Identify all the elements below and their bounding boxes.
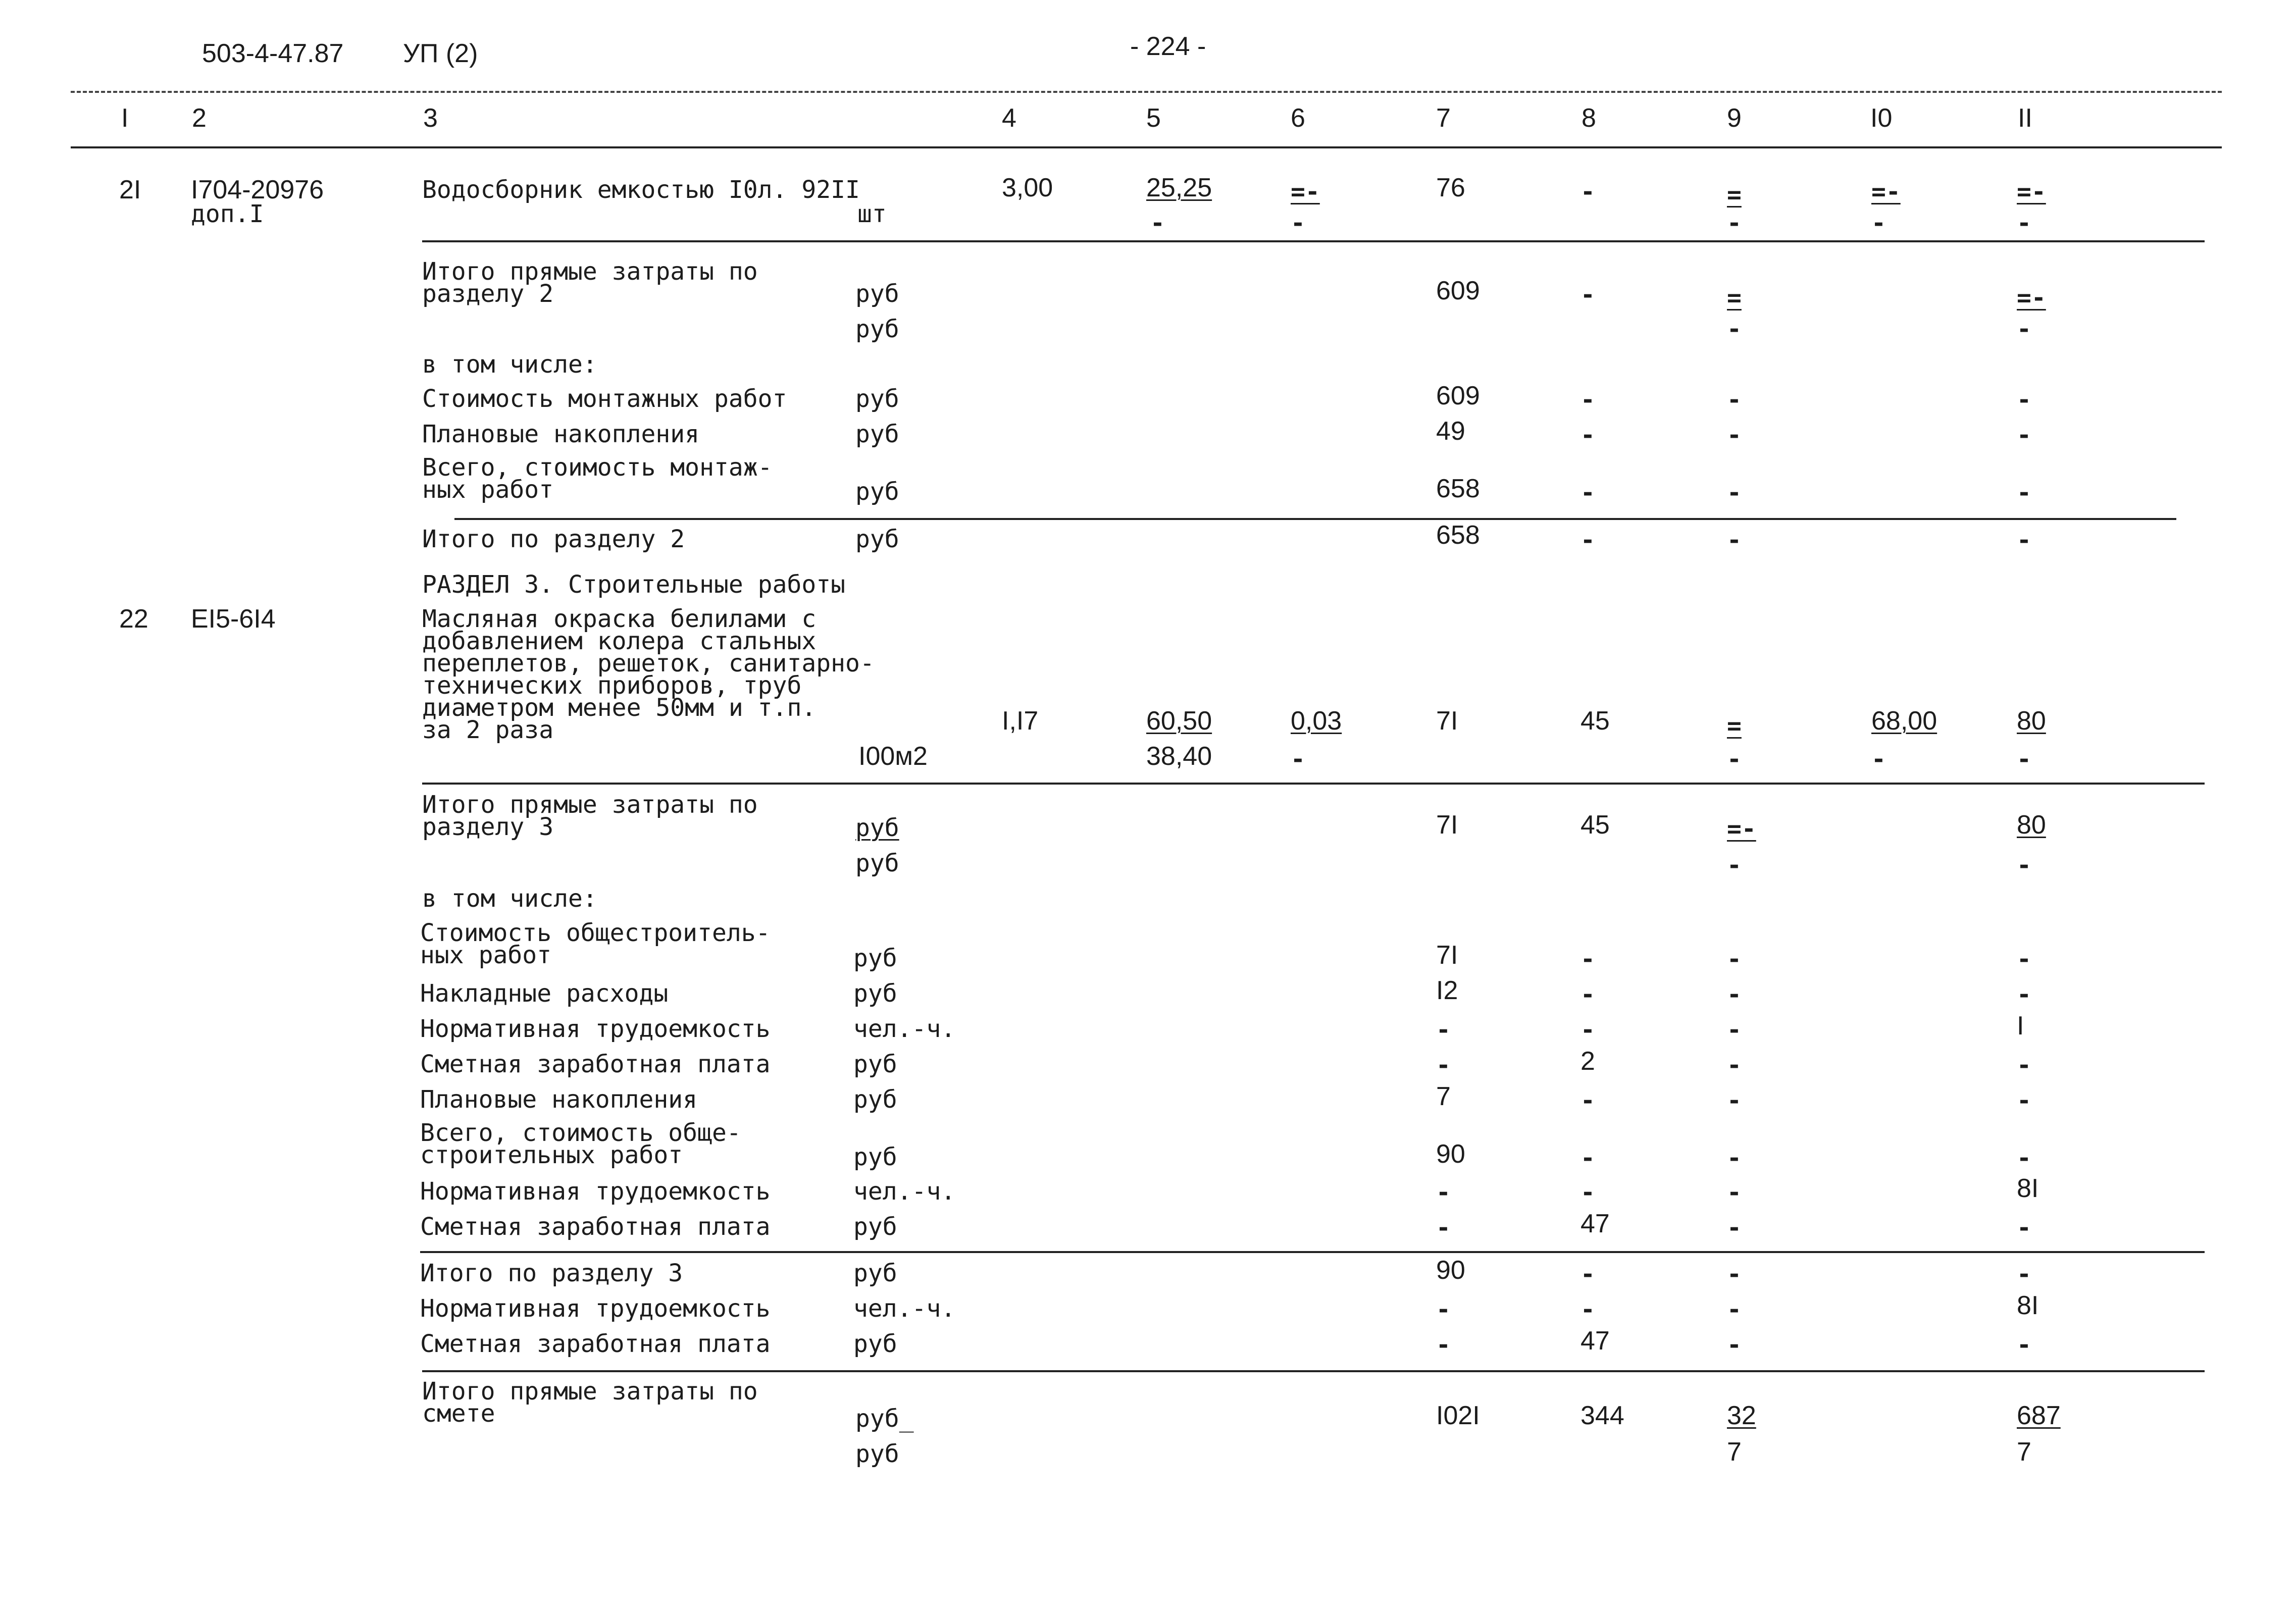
cost-col10: =- (1871, 178, 1901, 206)
total-cost: - (1436, 1051, 1451, 1079)
total-cost: 658 (1436, 474, 1480, 503)
column-header: 7 (1436, 103, 1451, 133)
cost-col11: - (2017, 980, 2031, 1009)
cost-col11: - (2017, 421, 2031, 449)
cost-col9-b: - (1727, 851, 1742, 879)
quantity: I,I7 (1002, 706, 1039, 736)
cost-col11-b: 7 (2017, 1437, 2031, 1467)
column-header: 8 (1581, 103, 1596, 133)
cost-col9: - (1727, 479, 1742, 507)
row-label: Итого по разделу 2 (422, 525, 685, 553)
unit: чел.-ч. (853, 1015, 956, 1043)
total-cost: 609 (1436, 276, 1480, 305)
price-code: EI5-6I4 (191, 604, 276, 634)
estimate-total-label: Итого прямые затраты по смете (422, 1377, 758, 1428)
column-header: 2 (192, 103, 207, 133)
cost-col11-b: - (2017, 851, 2031, 879)
cost-col9: - (1727, 1086, 1742, 1115)
cost-col9: - (1727, 1144, 1742, 1172)
unit: руб (855, 478, 899, 506)
cost-col8: - (1580, 386, 1595, 414)
total-cost: 7I (1436, 810, 1458, 840)
cost-col9-b: - (1727, 315, 1742, 343)
row-label: Плановые накопления (420, 1085, 698, 1114)
cost-col8: - (1580, 1086, 1595, 1115)
total-cost: - (1436, 1178, 1451, 1207)
total-cost: - (1436, 1016, 1451, 1044)
price-code: I704-20976 (191, 175, 324, 204)
section-title: РАЗДЕЛ 3. Строительные работы (422, 570, 846, 599)
cost-col11-b: - (2017, 209, 2031, 237)
cost-col8: 45 (1580, 706, 1610, 736)
unit: руб (853, 1050, 897, 1078)
unit: шт (857, 200, 887, 228)
cost-col8: - (1580, 1178, 1595, 1207)
work-name: Масляная окраска белилами с добавлением колера стальных переплетов, решеток, санитарно- технических приборов, труб диаметром менее 50мм и т.п. за 2 раза (422, 605, 875, 744)
row-label: Сметная заработная плата (420, 1213, 771, 1241)
total-cost: I2 (1436, 976, 1458, 1005)
unit: руб (853, 944, 897, 972)
unit: чел.-ч. (853, 1294, 956, 1323)
row-divider (420, 1251, 2205, 1253)
unit-cost: 25,25 (1146, 173, 1212, 202)
cost-col11: 8I (2017, 1291, 2039, 1320)
cost-col9: - (1727, 526, 1742, 554)
column-header: 5 (1146, 103, 1161, 133)
cost-col11: 687 (2017, 1401, 2061, 1430)
cost-col9: = (1727, 284, 1742, 312)
cost-col8: - (1580, 1016, 1595, 1044)
cost-col11: - (2017, 1331, 2031, 1359)
total-cost: - (1436, 1214, 1451, 1242)
unit: руб_ (855, 1405, 914, 1433)
cost-col6: =- (1291, 178, 1320, 206)
row-label: Накладные расходы (420, 979, 669, 1008)
unit-cost-wage: - (1150, 209, 1165, 237)
row-divider (454, 518, 2176, 520)
unit: I00м2 (858, 742, 928, 771)
cost-col9: 32 (1727, 1401, 1756, 1430)
cost-col11: - (2017, 1214, 2031, 1242)
row-label: Нормативная трудоемкость (420, 1015, 771, 1043)
column-header: 3 (423, 103, 438, 133)
cost-col9: = (1727, 712, 1742, 740)
cost-col6-b: - (1291, 745, 1305, 773)
cost-col11: - (2017, 526, 2031, 554)
cost-col8: - (1580, 479, 1595, 507)
cost-col11: 8I (2017, 1174, 2039, 1203)
column-header: 9 (1727, 103, 1742, 133)
total-cost: - (1436, 1295, 1451, 1324)
cost-col6: 0,03 (1291, 706, 1342, 736)
cost-col8: - (1580, 1260, 1595, 1288)
cost-col11: I (2017, 1011, 2024, 1041)
cost-col8: 2 (1580, 1047, 1595, 1076)
row-label: Стоимость общестроитель- ных работ (420, 919, 771, 969)
cost-col9: - (1727, 1295, 1742, 1324)
including-label: в том числе: (422, 885, 597, 913)
cost-col9: - (1727, 1214, 1742, 1242)
row-label: Стоимость монтажных работ (422, 385, 787, 413)
cost-col8: - (1580, 281, 1595, 309)
cost-col9: - (1727, 945, 1742, 973)
cost-col11-b: - (2017, 745, 2031, 773)
cost-col11: - (2017, 386, 2031, 414)
price-code-note: доп.I (191, 200, 264, 228)
total-cost: - (1436, 1331, 1451, 1359)
row-number: 2I (119, 175, 141, 204)
unit: руб (855, 814, 899, 842)
total-cost: 49 (1436, 417, 1465, 446)
cost-col9: =- (1727, 815, 1756, 843)
including-label: в том числе: (422, 350, 597, 379)
cost-col8: 47 (1580, 1326, 1610, 1356)
cost-col11: =- (2017, 284, 2046, 312)
unit: руб (853, 1085, 897, 1114)
doc-code: 503-4-47.87 (202, 39, 344, 68)
cost-col11: 80 (2017, 810, 2046, 840)
cost-col8: 45 (1580, 810, 1610, 840)
cost-col8: - (1580, 945, 1595, 973)
row-label: Итого по разделу 3 (420, 1259, 683, 1287)
unit: руб (855, 385, 899, 413)
row-label: Плановые накопления (422, 420, 700, 448)
cost-col11: - (2017, 1051, 2031, 1079)
unit: чел.-ч. (853, 1177, 956, 1206)
work-name: Водосборник емкостью I0л. 92II (422, 176, 860, 204)
row-divider (422, 240, 2205, 242)
cost-col6-b: - (1291, 209, 1305, 237)
total-cost: 7I (1436, 706, 1458, 736)
unit: руб (853, 1330, 897, 1358)
section3-direct-label: Итого прямые затраты по разделу 3 (422, 791, 758, 841)
total-cost: I02I (1436, 1401, 1480, 1430)
cost-col8: - (1580, 526, 1595, 554)
section2-direct-label: Итого прямые затраты по разделу 2 (422, 257, 758, 308)
row-label: Сметная заработная плата (420, 1050, 771, 1078)
cost-col9: - (1727, 1178, 1742, 1207)
row-label: Нормативная трудоемкость (420, 1177, 771, 1206)
unit: руб (855, 315, 899, 343)
header-rule-bottom (71, 146, 2222, 148)
unit-cost-wage: 38,40 (1146, 742, 1212, 771)
column-header: 6 (1291, 103, 1305, 133)
unit: руб (855, 420, 899, 448)
cost-col11: =- (2017, 178, 2046, 206)
column-header: I (121, 103, 129, 133)
unit: руб (853, 1213, 897, 1241)
total-cost: 90 (1436, 1139, 1465, 1169)
unit: руб (853, 1259, 897, 1287)
cost-col9: - (1727, 980, 1742, 1009)
unit: руб (855, 1440, 899, 1468)
cost-col9-b: - (1727, 209, 1742, 237)
unit-cost: 60,50 (1146, 706, 1212, 736)
cost-col9: - (1727, 1016, 1742, 1044)
cost-col10-b: - (1871, 209, 1886, 237)
unit: руб (853, 979, 897, 1008)
cost-col9: = (1727, 181, 1742, 209)
cost-col8: - (1580, 980, 1595, 1009)
row-label: Всего, стоимость обще- строительных работ (420, 1119, 741, 1169)
cost-col8: - (1580, 1144, 1595, 1172)
cost-col11-b: - (2017, 315, 2031, 343)
cost-col10: 68,00 (1871, 706, 1937, 736)
header-rule-top (71, 91, 2222, 93)
album-number: УП (2) (403, 39, 478, 68)
unit: руб (855, 525, 899, 553)
unit: руб (855, 280, 899, 308)
cost-col11: - (2017, 1260, 2031, 1288)
cost-col8: - (1580, 178, 1595, 206)
row-label: Всего, стоимость монтаж- ных работ (422, 453, 773, 504)
row-number: 22 (119, 604, 148, 634)
cost-col8: - (1580, 421, 1595, 449)
quantity: 3,00 (1002, 173, 1053, 202)
cost-col11: - (2017, 945, 2031, 973)
row-divider (422, 783, 2205, 785)
cost-col9: - (1727, 1051, 1742, 1079)
page-number: - 224 - (1130, 32, 1206, 61)
unit: руб (855, 849, 899, 877)
cost-col9: - (1727, 1260, 1742, 1288)
total-cost: 7I (1436, 941, 1458, 970)
cost-col9: - (1727, 1331, 1742, 1359)
column-header: I0 (1870, 103, 1893, 133)
column-header: II (2018, 103, 2032, 133)
cost-col11: - (2017, 1144, 2031, 1172)
cost-col8: 344 (1580, 1401, 1624, 1430)
total-cost: 609 (1436, 381, 1480, 410)
column-header: 4 (1002, 103, 1016, 133)
cost-col8: 47 (1580, 1209, 1610, 1238)
cost-col11: - (2017, 1086, 2031, 1115)
total-cost: 7 (1436, 1082, 1451, 1111)
cost-col9: - (1727, 386, 1742, 414)
row-label: Сметная заработная плата (420, 1330, 771, 1358)
total-cost: 90 (1436, 1256, 1465, 1285)
cost-col8: - (1580, 1295, 1595, 1324)
cost-col10-b: - (1871, 745, 1886, 773)
cost-col11: - (2017, 479, 2031, 507)
total-cost: 658 (1436, 521, 1480, 550)
cost-col9-b: - (1727, 745, 1742, 773)
total-cost: 76 (1436, 173, 1465, 202)
cost-col9-b: 7 (1727, 1437, 1742, 1467)
row-divider (422, 1370, 2205, 1372)
unit: руб (853, 1143, 897, 1171)
cost-col9: - (1727, 421, 1742, 449)
cost-col11: 80 (2017, 706, 2046, 736)
row-label: Нормативная трудоемкость (420, 1294, 771, 1323)
